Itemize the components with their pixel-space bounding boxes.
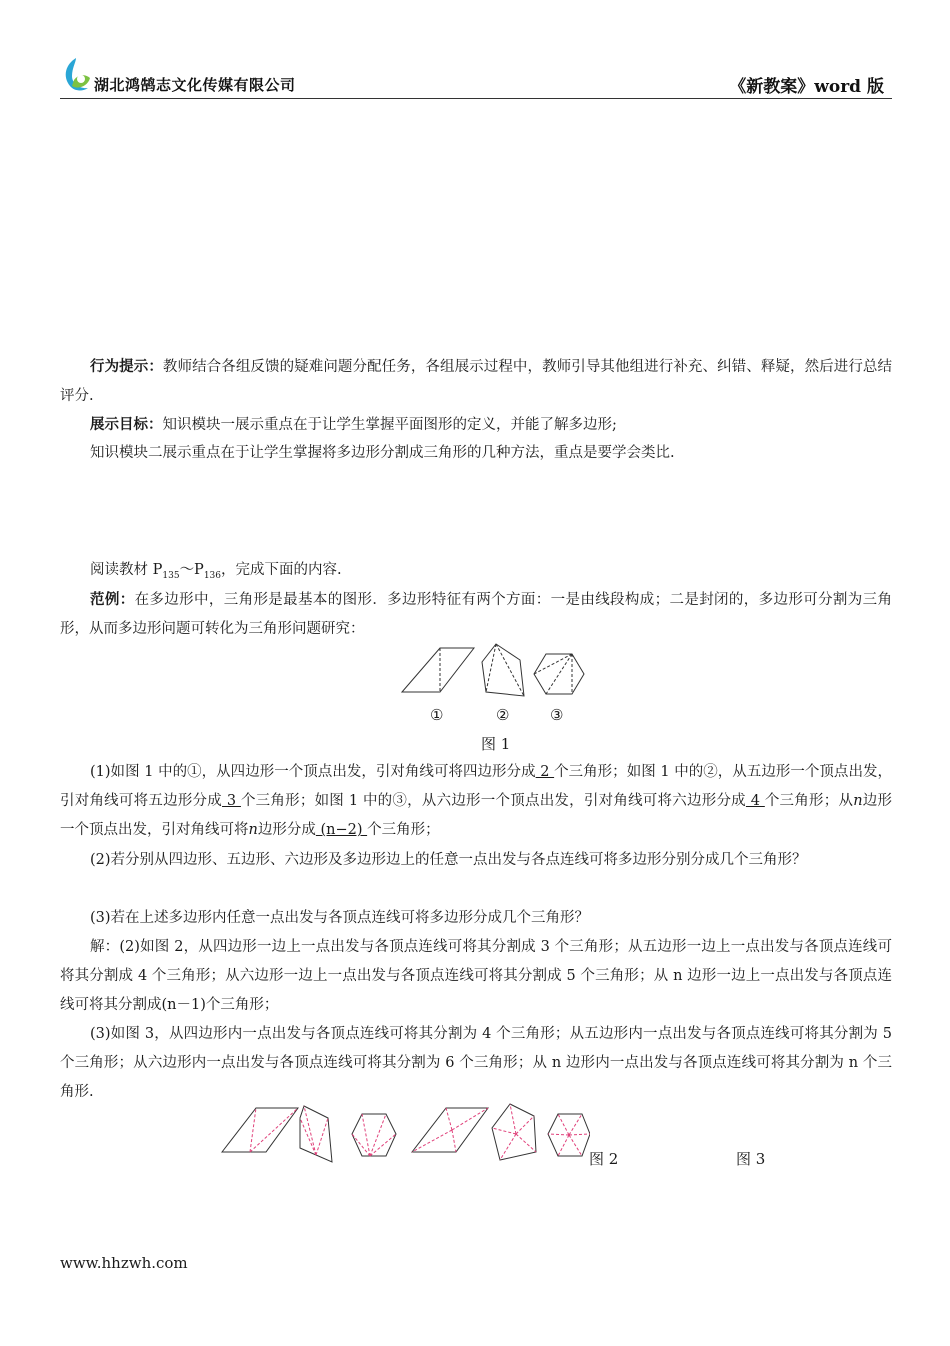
answer-blank-4: (n−2)	[315, 822, 368, 838]
figure1-label-2: ②	[496, 706, 510, 724]
behavior-hint-label: 行为提示：	[90, 358, 163, 375]
edition-label: 《新教案》word 版	[729, 77, 884, 97]
figure2-and-figure3-polygons	[220, 1100, 590, 1170]
answer-blank-3: 4	[745, 793, 765, 809]
figure1-polygons	[398, 640, 590, 700]
behavior-hint-text: 教师结合各组反馈的疑难问题分配任务，各组展示过程中，教师引导其他组进行补充、纠错、释疑，然后进行总结评分.	[60, 359, 893, 404]
page-header	[60, 56, 892, 100]
question-2: (2)若分别从四边形、五边形、六边形及多边形边上的任意一点出发与各点连线可将多边形分别分成几个三角形？	[90, 852, 807, 868]
figure1-label-1: ①	[430, 706, 444, 724]
solution-3: (3)如图 3，从四边形内一点出发与各顶点连线可将其分割为 4 个三角形；从五边形内一点出发与各顶点连线可将其分割为 5 个三角形；从六边形内一点出发与各顶点连线可将其分割为 6 个三角形；从 n 边形内一点出发与各顶点连线可将其分割为 n 个三角形.	[60, 1026, 892, 1100]
footer-url[interactable]: www.hhzwh.com	[60, 1254, 188, 1272]
solution-2: 解：(2)如图 2，从四边形一边上一点出发与各顶点连线可将其分割成 3 个三角形；从五边形一边上一点出发与各顶点连线可将其分割成 4 个三角形；从六边形一边上一点出发与各顶点连线可将其分割成 5 个三角形；从 n 边形一边上一点出发与各顶点连线可将其分割成(n－1)个三角形；	[60, 939, 892, 1013]
answer-blank-1: 2	[535, 764, 555, 780]
reading-instruction: 阅读教材 $P_{135}\sim P_{136}$，完成下面的内容.	[90, 562, 342, 581]
company-logo-icon	[60, 56, 94, 94]
display-goal-text1: 知识模块一展示重点在于让学生掌握平面图形的定义，并能了解多边形;	[162, 417, 617, 433]
answer-blank-2: 3	[222, 793, 241, 809]
figure1-label-3: ③	[550, 706, 564, 724]
example-paragraph	[60, 585, 892, 644]
example-text: 在多边形中，三角形是最基本的图形．多边形特征有两个方面：一是由线段构成；二是封闭的，多边形可分割为三角形，从而多边形问题可转化为三角形问题研究：	[60, 592, 892, 637]
figure1-caption: 图 1	[481, 735, 511, 753]
question-1: (1)如图 1 中的①，从四边形一个顶点出发，引对角线可将四边形分成 2 个三角形；如图 1 中的②，从五边形一个顶点出发，引对角线可将五边形分成 3 个三角形；如图 1 中的③，从六边形一个顶点出发，引对角线可将六边形分成 4 个三角形；从n边形一个顶点出发，引对角线可将n边形分成 (n−2) 个三角形；	[60, 764, 892, 838]
example-label: 范例：	[90, 591, 135, 608]
company-name: 湖北鸿鹄志文化传媒有限公司	[94, 76, 296, 94]
display-goal-line2	[60, 439, 892, 468]
behavior-hint	[60, 352, 892, 411]
question-3: (3)若在上述多边形内任意一点出发与各顶点连线可将多边形分成几个三角形？	[90, 910, 590, 926]
figure3-caption: 图 3	[736, 1150, 766, 1168]
display-goal	[60, 410, 892, 440]
figure2-caption: 图 2	[589, 1150, 619, 1168]
header-rule	[60, 98, 892, 99]
display-goal-label: 展示目标：	[90, 416, 163, 433]
display-goal-text2: 知识模块二展示重点在于让学生掌握将多边形分割成三角形的几种方法，重点是要学会类比.	[90, 445, 675, 461]
